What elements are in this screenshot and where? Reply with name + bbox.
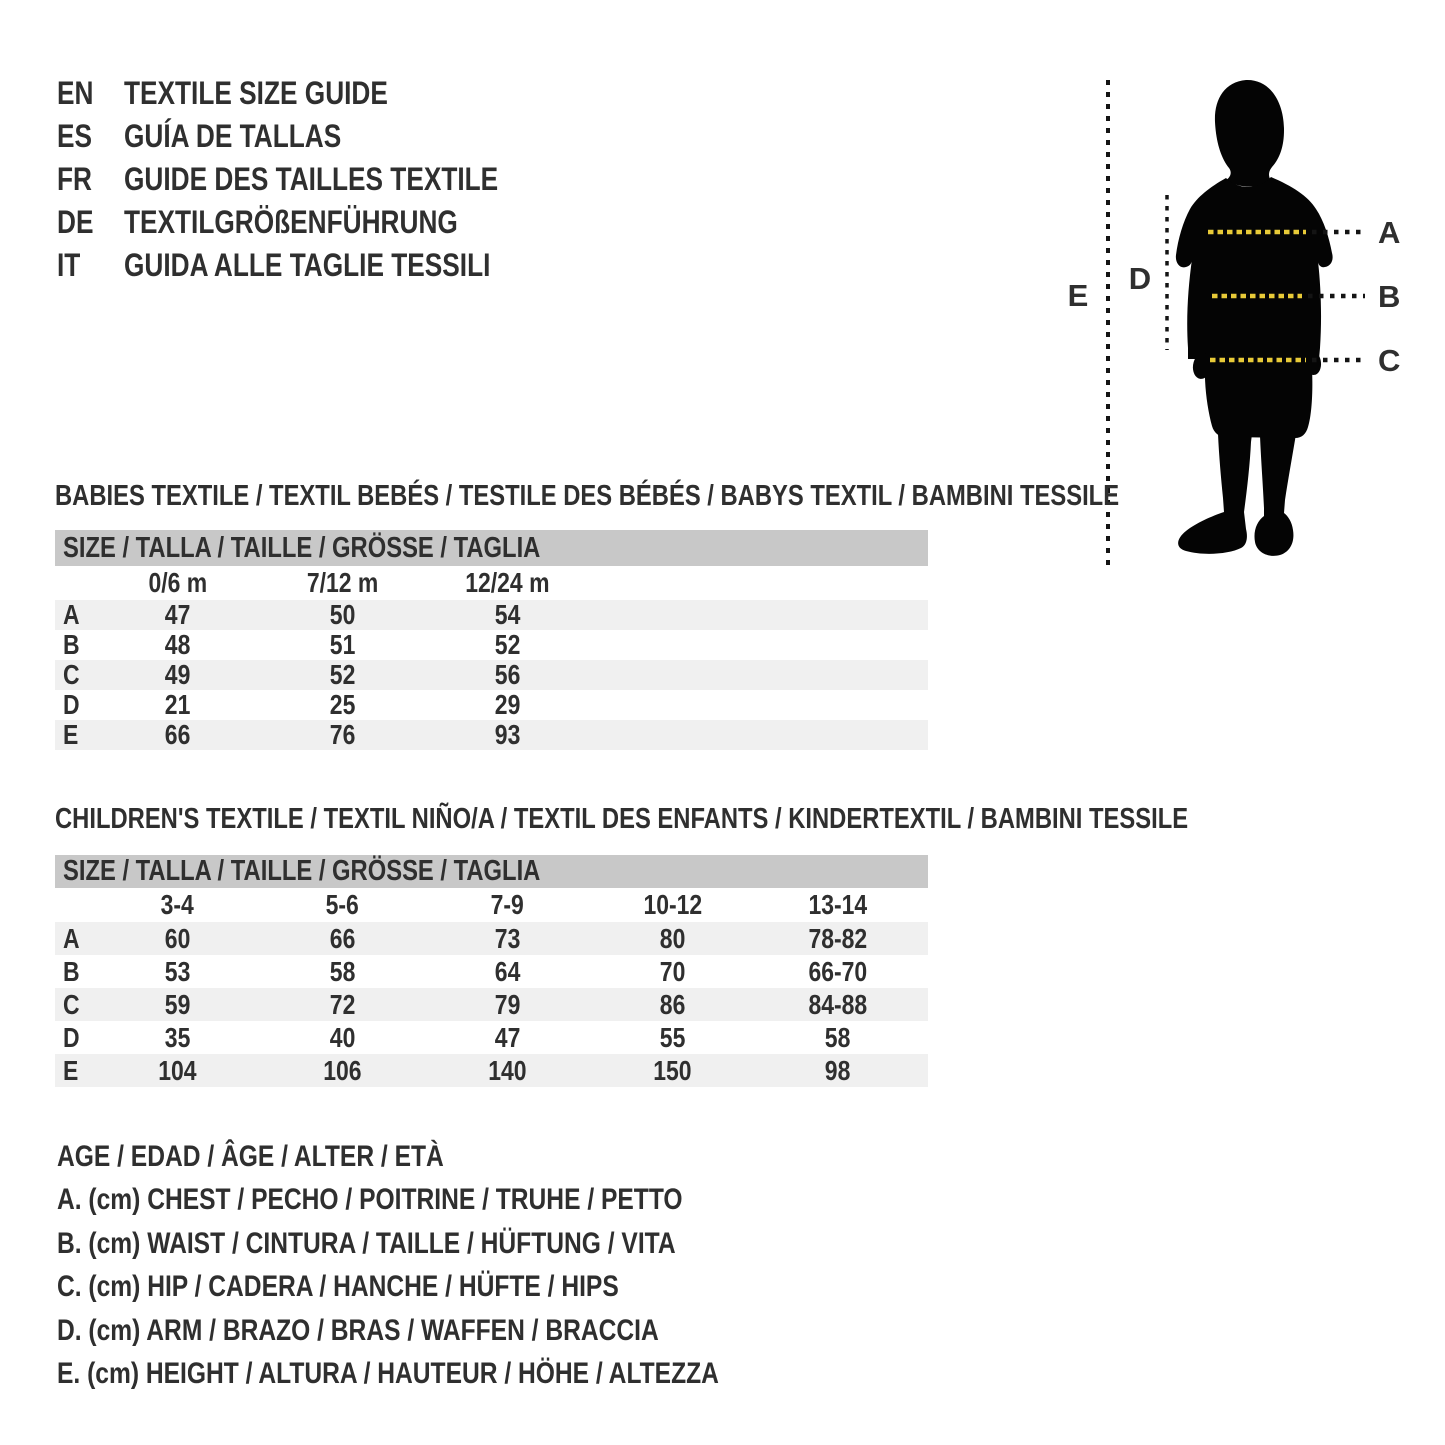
children-section-title xyxy=(55,803,1437,836)
value-text: 53 xyxy=(164,955,191,987)
value-cell xyxy=(260,955,425,988)
value-text: 58 xyxy=(824,1021,851,1053)
value-cell xyxy=(260,630,425,660)
row-label-text: E xyxy=(63,1054,79,1086)
lang-title-text: TEXTILGRÖßENFÜHRUNG xyxy=(124,204,458,240)
value-cell xyxy=(95,988,260,1021)
legend-text: C. (cm) HIP / CADERA / HANCHE / HÜFTE / HIPS xyxy=(57,1270,619,1304)
legend-line-arm xyxy=(57,1309,864,1353)
lang-title xyxy=(124,161,580,198)
table-row xyxy=(55,660,928,690)
row-label-text: B xyxy=(63,955,80,987)
measure-label-b: B xyxy=(1378,279,1401,314)
table-row xyxy=(55,600,928,630)
lang-code xyxy=(57,75,124,112)
value-text: 48 xyxy=(164,629,191,660)
value-cell xyxy=(260,922,425,955)
value-cell xyxy=(425,630,590,660)
column-header xyxy=(425,566,590,600)
children-size-table xyxy=(55,855,928,1087)
value-text: 73 xyxy=(494,922,521,954)
filler-cell xyxy=(590,630,928,660)
table-row xyxy=(55,1021,928,1054)
value-cell xyxy=(95,720,260,750)
filler-cell xyxy=(590,660,928,690)
row-label-cell xyxy=(55,630,95,660)
value-text: 50 xyxy=(329,599,356,630)
value-cell xyxy=(425,660,590,690)
value-cell xyxy=(95,1021,260,1054)
column-header xyxy=(95,888,260,922)
table-row xyxy=(55,690,928,720)
legend-line-age xyxy=(57,1135,864,1179)
children-section-title-text: CHILDREN'S TEXTILE / TEXTIL NIÑO/A / TEXTIL DES ENFANTS / KINDERTEXTIL / BAMBINI TESSILE xyxy=(55,803,1189,835)
column-header xyxy=(590,888,755,922)
value-text: 150 xyxy=(653,1054,692,1086)
column-header-text: 0/6 m xyxy=(148,567,207,598)
row-label-text: B xyxy=(63,629,80,660)
value-cell xyxy=(95,600,260,630)
babies-column-header-row xyxy=(55,566,928,600)
value-cell xyxy=(425,600,590,630)
children-column-header-row xyxy=(55,888,928,922)
value-cell xyxy=(590,1054,755,1087)
column-header-text: 7/12 m xyxy=(306,567,379,598)
value-text: 55 xyxy=(659,1021,686,1053)
value-text: 86 xyxy=(659,988,686,1020)
lang-title xyxy=(124,204,531,241)
legend-line-hip xyxy=(57,1266,864,1310)
row-label-text: E xyxy=(63,719,79,750)
value-text: 47 xyxy=(164,599,191,630)
value-cell xyxy=(95,1054,260,1087)
row-label-cell xyxy=(55,955,95,988)
filler-cell xyxy=(590,720,928,750)
babies-section-title xyxy=(55,480,1353,513)
value-text: 58 xyxy=(329,955,356,987)
value-cell xyxy=(425,1054,590,1087)
lang-code xyxy=(57,204,124,241)
filler-cell xyxy=(920,1054,928,1087)
value-text: 79 xyxy=(494,988,521,1020)
silhouette-shorts xyxy=(1205,350,1313,438)
value-text: 52 xyxy=(494,629,521,660)
row-label-text: D xyxy=(63,1021,80,1053)
value-text: 93 xyxy=(494,719,521,750)
value-cell xyxy=(95,630,260,660)
lang-code xyxy=(57,118,124,155)
value-text: 104 xyxy=(158,1054,197,1086)
value-text: 76 xyxy=(329,719,356,750)
value-text: 35 xyxy=(164,1021,191,1053)
value-text: 52 xyxy=(329,659,356,690)
measure-label-e: E xyxy=(1067,278,1089,313)
lang-code-text: DE xyxy=(57,204,94,240)
lang-title xyxy=(124,75,446,112)
lang-row-fr xyxy=(57,158,580,201)
lang-row-es xyxy=(57,115,580,158)
value-text: 80 xyxy=(659,922,686,954)
value-text: 70 xyxy=(659,955,686,987)
value-cell xyxy=(590,988,755,1021)
value-text: 40 xyxy=(329,1021,356,1053)
value-cell xyxy=(755,1021,920,1054)
filler-cell xyxy=(590,690,928,720)
column-header-text: 13-14 xyxy=(808,889,867,920)
children-size-header-band xyxy=(55,855,928,888)
row-label-cell xyxy=(55,922,95,955)
row-label-cell xyxy=(55,988,95,1021)
filler-cell xyxy=(590,600,928,630)
silhouette-head xyxy=(1215,80,1284,187)
legend-line-waist xyxy=(57,1222,864,1266)
value-cell xyxy=(260,660,425,690)
value-cell xyxy=(755,988,920,1021)
value-text: 84-88 xyxy=(808,988,867,1020)
value-cell xyxy=(95,660,260,690)
value-cell xyxy=(425,922,590,955)
value-cell xyxy=(425,988,590,1021)
row-label-cell xyxy=(55,1054,95,1087)
value-text: 140 xyxy=(488,1054,527,1086)
silhouette-shirt xyxy=(1176,177,1333,359)
language-title-block xyxy=(57,72,580,287)
column-header xyxy=(260,566,425,600)
row-label-text: C xyxy=(63,659,80,690)
value-text: 98 xyxy=(824,1054,851,1086)
value-cell xyxy=(95,690,260,720)
babies-size-header-band xyxy=(55,530,928,566)
value-text: 25 xyxy=(329,689,356,720)
value-cell xyxy=(95,955,260,988)
filler-cell xyxy=(920,955,928,988)
row-label-text: C xyxy=(63,988,80,1020)
table-row xyxy=(55,720,928,750)
value-cell xyxy=(95,922,260,955)
babies-section-title-text: BABIES TEXTILE / TEXTIL BEBÉS / TESTILE DES BÉBÉS / BABYS TEXTIL / BAMBINI TESSILE xyxy=(55,480,1120,512)
value-cell xyxy=(260,600,425,630)
lang-code xyxy=(57,161,124,198)
row-label-text: A xyxy=(63,599,80,630)
lang-code xyxy=(57,247,124,284)
value-text: 47 xyxy=(494,1021,521,1053)
lang-row-it xyxy=(57,244,580,287)
filler-cell xyxy=(920,888,928,922)
row-label-cell xyxy=(55,720,95,750)
babies-size-table xyxy=(55,530,928,750)
row-label-text: A xyxy=(63,922,80,954)
value-text: 51 xyxy=(329,629,356,660)
children-table-rows xyxy=(55,922,928,1087)
value-cell xyxy=(755,922,920,955)
table-row xyxy=(55,1054,928,1087)
value-text: 49 xyxy=(164,659,191,690)
value-text: 54 xyxy=(494,599,521,630)
size-header-text: SIZE / TALLA / TAILLE / GRÖSSE / TAGLIA xyxy=(63,531,541,564)
value-cell xyxy=(260,1021,425,1054)
value-cell xyxy=(260,988,425,1021)
table-row xyxy=(55,988,928,1021)
value-cell xyxy=(260,1054,425,1087)
lang-code-text: EN xyxy=(57,75,94,111)
row-label-cell xyxy=(55,660,95,690)
value-text: 66 xyxy=(164,719,191,750)
measure-label-d: D xyxy=(1128,261,1152,296)
legend-line-chest xyxy=(57,1179,864,1223)
column-header xyxy=(425,888,590,922)
column-header xyxy=(95,566,260,600)
size-header-text: SIZE / TALLA / TAILLE / GRÖSSE / TAGLIA xyxy=(63,855,541,887)
value-text: 60 xyxy=(164,922,191,954)
legend-line-height xyxy=(57,1353,864,1397)
legend-text: A. (cm) CHEST / PECHO / POITRINE / TRUHE / PETTO xyxy=(57,1183,683,1217)
legend-text: B. (cm) WAIST / CINTURA / TAILLE / HÜFTUNG / VITA xyxy=(57,1226,676,1260)
lang-row-en xyxy=(57,72,580,115)
spacer-cell xyxy=(55,566,95,600)
row-label-cell xyxy=(55,690,95,720)
lang-title-text: GUIDA ALLE TAGLIE TESSILI xyxy=(124,247,491,283)
column-header-text: 12/24 m xyxy=(465,567,550,598)
value-text: 64 xyxy=(494,955,521,987)
value-cell xyxy=(425,1021,590,1054)
lang-code-text: IT xyxy=(57,247,81,283)
value-text: 56 xyxy=(494,659,521,690)
lang-title-text: GUIDE DES TAILLES TEXTILE xyxy=(124,161,499,197)
measurement-legend xyxy=(57,1135,864,1396)
value-text: 59 xyxy=(164,988,191,1020)
column-header-text: 3-4 xyxy=(160,889,195,920)
filler-cell xyxy=(590,566,928,600)
value-text: 106 xyxy=(323,1054,362,1086)
value-cell xyxy=(425,955,590,988)
row-label-text: D xyxy=(63,689,80,720)
row-label-cell xyxy=(55,1021,95,1054)
legend-text: AGE / EDAD / ÂGE / ALTER / ETÀ xyxy=(57,1139,444,1173)
table-row xyxy=(55,955,928,988)
column-header-text: 7-9 xyxy=(490,889,525,920)
table-row xyxy=(55,922,928,955)
value-cell xyxy=(260,690,425,720)
lang-title-text: GUÍA DE TALLAS xyxy=(124,118,342,154)
column-header-text: 5-6 xyxy=(325,889,360,920)
column-header xyxy=(260,888,425,922)
value-cell xyxy=(425,690,590,720)
value-text: 66 xyxy=(329,922,356,954)
babies-table-rows xyxy=(55,600,928,750)
value-cell xyxy=(590,1021,755,1054)
filler-cell xyxy=(920,922,928,955)
legend-text: E. (cm) HEIGHT / ALTURA / HAUTEUR / HÖHE / ALTEZZA xyxy=(57,1357,719,1391)
legend-text: D. (cm) ARM / BRAZO / BRAS / WAFFEN / BRACCIA xyxy=(57,1313,659,1347)
lang-title-text: TEXTILE SIZE GUIDE xyxy=(124,75,388,111)
value-cell xyxy=(755,955,920,988)
lang-row-de xyxy=(57,201,580,244)
value-text: 66-70 xyxy=(808,955,867,987)
spacer-cell xyxy=(55,888,95,922)
table-row xyxy=(55,630,928,660)
lang-code-text: FR xyxy=(57,161,92,197)
value-cell xyxy=(590,922,755,955)
column-header-text: 10-12 xyxy=(643,889,702,920)
filler-cell xyxy=(920,988,928,1021)
value-cell xyxy=(755,1054,920,1087)
lang-title xyxy=(124,247,571,284)
value-cell xyxy=(260,720,425,750)
value-cell xyxy=(590,955,755,988)
value-text: 72 xyxy=(329,988,356,1020)
value-cell xyxy=(425,720,590,750)
value-text: 29 xyxy=(494,689,521,720)
column-header xyxy=(755,888,920,922)
lang-title xyxy=(124,118,389,155)
row-label-cell xyxy=(55,600,95,630)
value-text: 21 xyxy=(164,689,191,720)
measure-label-a: A xyxy=(1378,215,1401,250)
value-text: 78-82 xyxy=(808,922,867,954)
lang-code-text: ES xyxy=(57,118,93,154)
filler-cell xyxy=(920,1021,928,1054)
measure-label-c: C xyxy=(1378,343,1401,378)
